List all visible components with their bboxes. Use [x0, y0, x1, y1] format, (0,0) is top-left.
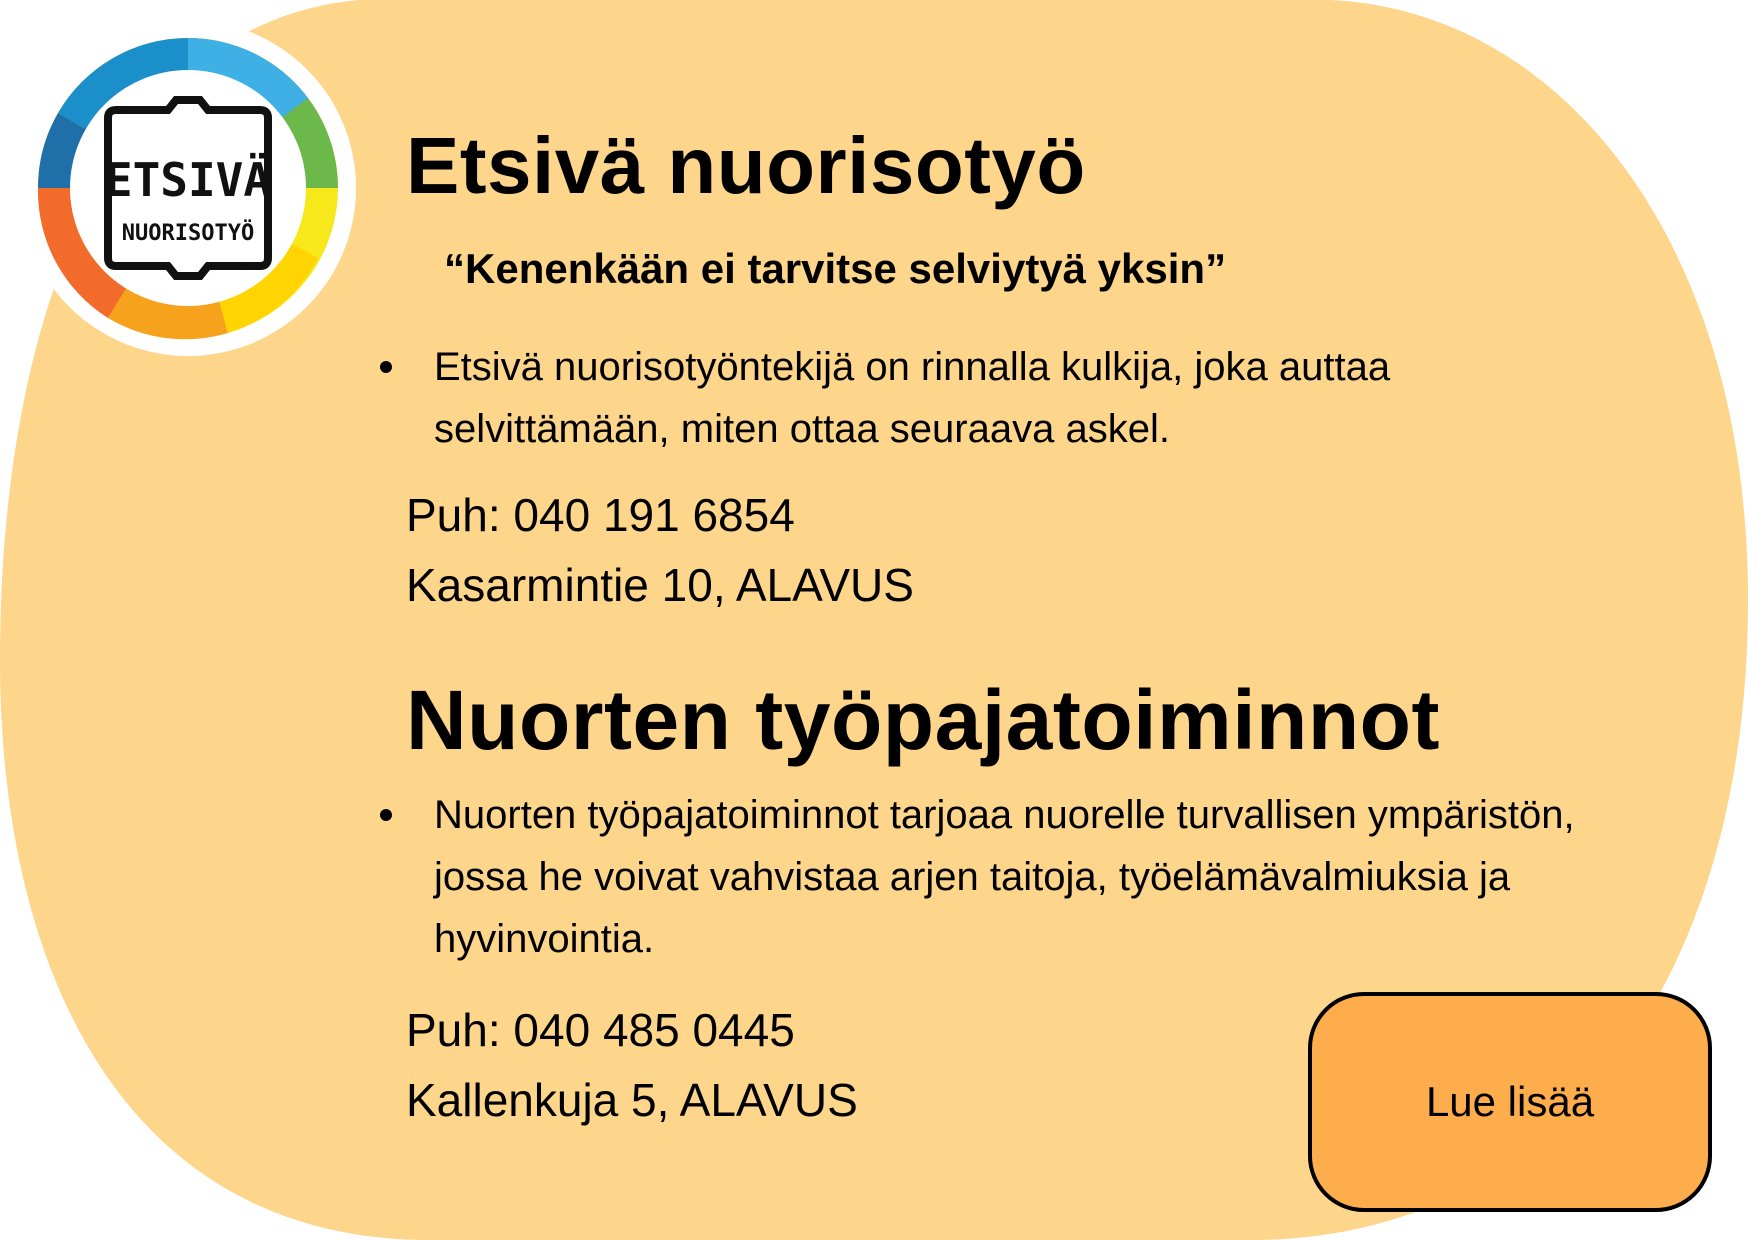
etsiva-nuorisotyo-logo — [18, 18, 358, 358]
section2-bullet-text: Nuorten työpajatoiminnot tarjoaa nuorelle turvallisen ympäristön, jossa he voivat vahvistaa arjen taitoja, työelämävalmiuksia ja hyvinvointia. — [434, 793, 1575, 961]
section2-title: Nuorten työpajatoiminnot — [406, 673, 1440, 767]
bullet-dot — [380, 361, 392, 373]
section1-title: Etsivä nuorisotyö — [406, 121, 1086, 210]
section1-bullet-text: Etsivä nuorisotyöntekijä on rinnalla kulkija, joka auttaa selvittämään, miten ottaa seuraava askel. — [434, 345, 1391, 451]
section2-address: Kallenkuja 5, ALAVUS — [406, 1074, 858, 1126]
section1-quote: “Kenenkään ei tarvitse selviytyä yksin” — [444, 245, 1227, 292]
section2-phone: Puh: 040 485 0445 — [406, 1004, 795, 1056]
read-more-button[interactable] — [1308, 992, 1712, 1212]
svg-text:ETSIVÄ: ETSIVÄ — [104, 153, 272, 207]
section1-phone: Puh: 040 191 6854 — [406, 489, 795, 541]
read-more-label: Lue lisää — [1425, 1078, 1595, 1125]
svg-text:NUORISOTYÖ: NUORISOTYÖ — [121, 221, 255, 246]
bullet-dot — [380, 809, 392, 821]
section1-address: Kasarmintie 10, ALAVUS — [406, 559, 914, 611]
